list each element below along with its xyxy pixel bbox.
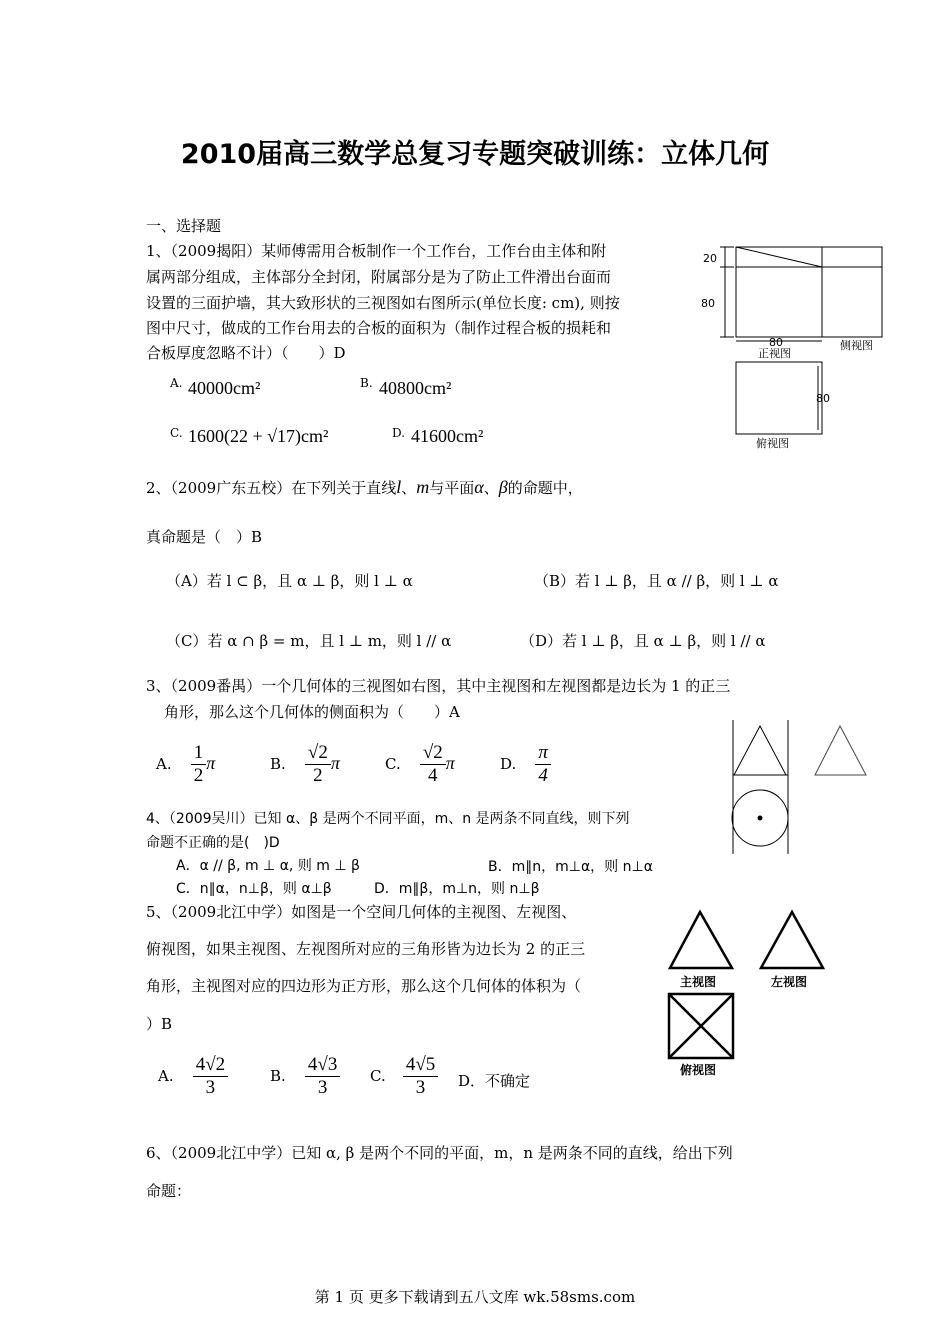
frac bbox=[403, 1054, 438, 1099]
denominator: 3 bbox=[205, 1076, 216, 1098]
q2-end: 的命题中， bbox=[507, 479, 583, 497]
q2-mid: 与平面 bbox=[429, 479, 475, 497]
frac bbox=[193, 1054, 228, 1099]
line-m: m bbox=[416, 477, 430, 497]
q2-option-c: （C）若 α ∩ β = m，且 l ⊥ m，则 l // α bbox=[166, 632, 452, 650]
q5-top-label: 俯视图 bbox=[680, 1063, 717, 1077]
denominator: 2 bbox=[193, 764, 204, 786]
q5-line1: 5、（2009北江中学）如图是一个空间几何体的主视图、左视图、 bbox=[146, 903, 577, 921]
denominator: 4 bbox=[428, 764, 438, 786]
frac bbox=[535, 742, 551, 787]
q1-line: 属两部分组成，主体部分全封闭，附属部分是为了防止工件滑出台面而 bbox=[146, 268, 612, 286]
q3-line1: 3、（2009番禺）一个几何体的三视图如右图，其中主视图和左视图都是边长为 1 的正三 bbox=[146, 677, 731, 695]
q1-line: 图中尺寸，做成的工作台用去的合板的面积为（制作过程合板的损耗和 bbox=[146, 319, 612, 337]
dim-80-width: 80 bbox=[769, 336, 783, 349]
q2-line2: 真命题是（ ）B bbox=[146, 528, 263, 546]
pi: π bbox=[206, 752, 216, 773]
q4-option-a: A．α // β, m ⊥ α, 则 m ⊥ β bbox=[176, 858, 360, 874]
numerator: √2 bbox=[305, 742, 331, 765]
front-view-label: 正视图 bbox=[758, 347, 791, 360]
q1-three-view-figure bbox=[698, 240, 898, 455]
denominator: 3 bbox=[415, 1076, 426, 1098]
frac bbox=[191, 742, 207, 787]
q2-option-a: （A）若 l ⊂ β，且 α ⊥ β，则 l ⊥ α bbox=[166, 572, 413, 590]
q3-b-label: B. bbox=[270, 754, 286, 773]
q1-line: 1、（2009揭阳）某师傅需用合板制作一个工作台，工作台由主体和附 bbox=[146, 242, 607, 260]
frac bbox=[305, 742, 331, 787]
q5-option-b bbox=[270, 1054, 340, 1099]
q1-option-d: 41600cm² bbox=[411, 426, 484, 446]
plane-beta: β bbox=[498, 477, 508, 497]
q3-option-d bbox=[500, 742, 551, 787]
q3-option-c bbox=[385, 742, 455, 787]
q4-option-b: B．m∥n，m⊥α，则 n⊥α bbox=[488, 859, 653, 875]
q1-option-c: 1600(22 + √17)cm² bbox=[188, 426, 329, 446]
q1-option-d-label: D. bbox=[392, 426, 406, 440]
frac bbox=[305, 1054, 340, 1099]
q3-line2: 角形，那么这个几何体的侧面积为（ ）A bbox=[164, 703, 460, 721]
dim-80-height: 80 bbox=[701, 297, 715, 310]
q5-option-d: D．不确定 bbox=[458, 1072, 531, 1090]
q3-d-label: D. bbox=[500, 754, 517, 773]
plane-alpha: α bbox=[474, 477, 484, 497]
q5-three-view-figure bbox=[660, 908, 840, 1080]
q5-side-label: 左视图 bbox=[771, 975, 808, 989]
q2-sep1: 、 bbox=[401, 479, 417, 497]
pi: π bbox=[330, 752, 340, 773]
numerator: √2 bbox=[420, 742, 446, 765]
numerator: 4√2 bbox=[193, 1054, 228, 1077]
dim-20: 20 bbox=[703, 252, 717, 265]
q1-option-a-label: A. bbox=[170, 376, 183, 390]
page-footer: 第 1 页 更多下载请到五八文库 wk.58sms.com bbox=[314, 1288, 636, 1306]
q3-three-view-figure bbox=[728, 720, 900, 858]
q3-option-a bbox=[156, 742, 215, 787]
dim-80-depth: 80 bbox=[816, 392, 830, 405]
numerator: 4√3 bbox=[305, 1054, 340, 1077]
q1-line: 设置的三面护墙，其大致形状的三视图如右图所示(单位长度: cm), 则按 bbox=[146, 294, 620, 312]
q6-line2: 命题： bbox=[146, 1182, 192, 1200]
q2-option-b: （B）若 l ⊥ β，且 α // β，则 l ⊥ α bbox=[534, 572, 779, 590]
q2-sep2: 、 bbox=[483, 479, 499, 497]
q5-b-label: B. bbox=[270, 1066, 286, 1085]
q5-line4: ）B bbox=[146, 1015, 173, 1033]
q5-line3: 角形，主视图对应的四边形为正方形，那么这个几何体的体积为（ bbox=[146, 977, 582, 995]
q2-line1 bbox=[146, 477, 583, 498]
q4-option-d: D．m∥β，m⊥n，则 n⊥β bbox=[374, 881, 540, 897]
denominator: 2 bbox=[313, 764, 323, 786]
q2-text: 2、（2009广东五校）在下列关于直线 bbox=[146, 479, 397, 497]
q1-option-b-label: B. bbox=[360, 376, 373, 390]
q4-line2: 命题不正确的是( )D bbox=[146, 835, 280, 851]
side-view-label: 侧视图 bbox=[840, 339, 873, 352]
denominator: 3 bbox=[317, 1076, 328, 1098]
q1-option-b: 40800cm² bbox=[379, 378, 452, 398]
q3-c-label: C. bbox=[385, 754, 401, 773]
q4-line1: 4、（2009吴川）已知 α、β 是两个不同平面，m、n 是两条不同直线，则下列 bbox=[146, 811, 630, 827]
q3-option-b bbox=[270, 742, 340, 787]
numerator: π bbox=[535, 742, 551, 765]
numerator: 4√5 bbox=[403, 1054, 438, 1077]
q5-a-label: A. bbox=[158, 1066, 174, 1085]
top-view-label: 俯视图 bbox=[756, 437, 789, 450]
q5-line2: 俯视图，如果主视图、左视图所对应的三角形皆为边长为 2 的正三 bbox=[146, 940, 586, 958]
page-title: 2010届高三数学总复习专题突破训练：立体几何 bbox=[180, 139, 770, 170]
q1-option-a: 40000cm² bbox=[188, 378, 261, 398]
frac bbox=[420, 742, 446, 787]
pi: π bbox=[445, 752, 455, 773]
q2-option-d: （D）若 l ⊥ β，且 α ⊥ β，则 l // α bbox=[520, 632, 766, 650]
numerator: 1 bbox=[191, 742, 207, 765]
q3-a-label: A. bbox=[156, 754, 172, 773]
q5-option-c bbox=[370, 1054, 438, 1099]
q5-option-a bbox=[158, 1054, 228, 1099]
q1-option-c-label: C. bbox=[170, 426, 183, 440]
line-l: l bbox=[396, 477, 402, 497]
q4-option-c: C．n∥α，n⊥β，则 α⊥β bbox=[176, 881, 332, 897]
q5-front-label: 主视图 bbox=[680, 975, 717, 989]
denominator: 4 bbox=[538, 764, 548, 786]
q1-line: 合板厚度忽略不计）（ ）D bbox=[146, 344, 346, 362]
q6-line1: 6、（2009北江中学）已知 α, β 是两个不同的平面，m，n 是两条不同的直线，给出下列 bbox=[146, 1144, 733, 1162]
section-heading: 一、选择题 bbox=[146, 217, 222, 235]
q5-c-label: C. bbox=[370, 1066, 386, 1085]
